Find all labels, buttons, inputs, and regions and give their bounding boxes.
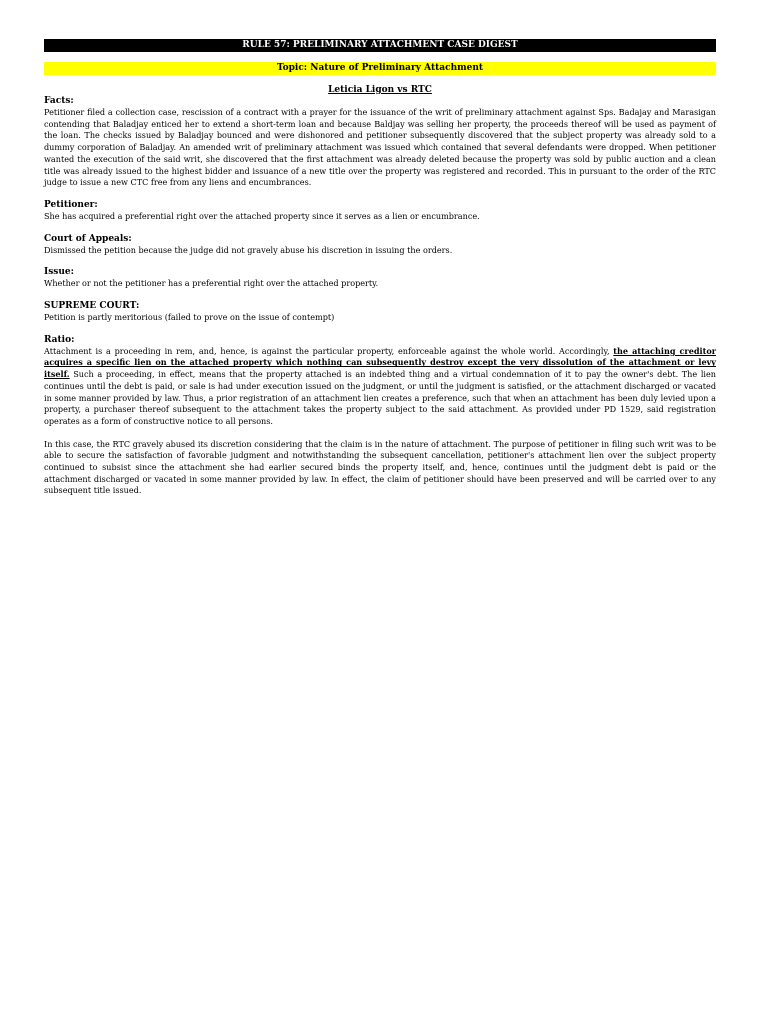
issue-heading: Issue: <box>44 267 74 278</box>
supreme-court-heading: SUPREME COURT: <box>44 301 140 312</box>
topic-banner: Topic: Nature of Preliminary Attachment <box>44 62 716 75</box>
petitioner-text: She has acquired a preferential right over the attached property since it serves as a lien or encumbrance. <box>44 210 480 221</box>
ratio-paragraph-1 <box>44 346 716 428</box>
ratio-text-before: Attachment is a proceeding in rem, and, hence, is against the particular property, enforceable against the whole world. Accordingly, <box>44 345 614 356</box>
document-content <box>44 39 716 497</box>
court-of-appeals-text: Dismissed the petition because the judge did not gravely abuse his discretion in issuing the orders. <box>44 244 453 255</box>
facts-heading: Facts: <box>44 96 74 106</box>
facts-text: Petitioner filed a collection case, rescission of a contract with a prayer for the issuance of the writ of preliminary attachment against Sps. Badajay and Marasigan contending that Baladjay enticed her to extend a short-term loan and because Baldjay was selling her property, the proceeds thereof will be used as payment of the loan. The checks issued by Baladjay bounced and were dishonored and petitioner subsequently discovered that the subject property was already sold to a dummy corporation of Baladjay. An amended writ of preliminary attachment was issued which contained that several defendants were dropped. When petitioner wanted the execution of the said writ, she discovered that the first attachment was already deleted because the property was sold by public auction and a clean title was already issued to the highest bidder and issuance of a new title over the property was registered and recorded. This in pursuant to the order of the RTC judge to issue a new CTC free from any liens and encumbrances. <box>44 107 716 188</box>
ratio-underlined-text: the attaching creditor acquires a specific lien on the attached property which nothing can subsequently destroy except the very dissolution of the attachment or levy itself. <box>44 345 716 380</box>
ratio-text-after: Such a proceeding, in effect, means that the property attached is an indebted thing and a virtual condemnation of it to pay the owner's debt. The lien continues until the debt is paid, or sale is had under execution issued on the judgment, or until the judgment is satisfied, or the attachment discharged or vacated in some manner provided by law. Thus, a prior registration of an attachment lien creates a preference, such that when an attachment has been duly levied upon a property, a purchaser thereof subsequent to the attachment takes the property subject to the said attachment. As provided under PD 1529, said registration operates as a form of constructive notice to all persons. <box>44 369 716 426</box>
petitioner-heading: Petitioner: <box>44 199 98 210</box>
supreme-court-text: Petition is partly meritorious (failed to prove on the issue of contempt) <box>44 312 335 323</box>
case-title: Leticia Ligon vs RTC <box>328 85 432 95</box>
ratio-heading: Ratio: <box>44 334 75 345</box>
issue-text: Whether or not the petitioner has a preferential right over the attached property. <box>44 278 379 289</box>
court-of-appeals-heading: Court of Appeals: <box>44 233 132 244</box>
ratio-paragraph-2: In this case, the RTC gravely abused its discretion considering that the claim is in the nature of attachment. The purpose of petitioner in filing such writ was to be able to secure the satisfaction of favorable judgment and notwithstanding the subsequent cancellation, petitioner's attachment lien over the subject property continued to subsist since the attachment she had earlier secured binds the property itself, and, hence, continues until the judgment debt is paid or the attachment discharged or vacated in some manner provided by law. In effect, the claim of petitioner should have been preserved and will be carried over to any subsequent title issued. <box>44 438 716 496</box>
rule-banner: RULE 57: PRELIMINARY ATTACHMENT CASE DIGEST <box>44 39 716 52</box>
